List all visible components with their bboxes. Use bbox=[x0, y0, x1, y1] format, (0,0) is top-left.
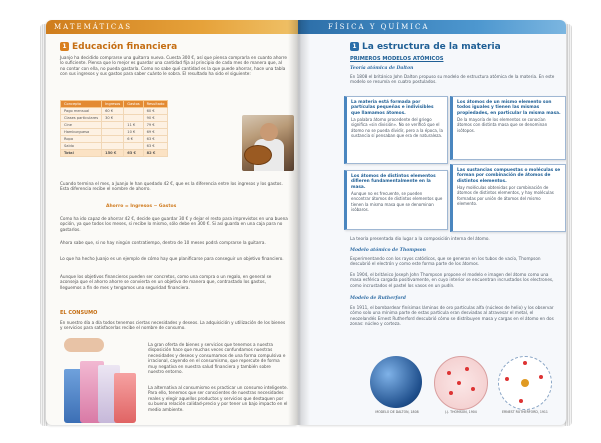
guitar-shape bbox=[244, 145, 272, 165]
budget-cell: Saldo bbox=[61, 143, 102, 150]
subheading-dalton: Teoría atómica de Dalton bbox=[350, 66, 414, 71]
budget-table bbox=[60, 100, 168, 157]
budget-table-row bbox=[61, 129, 168, 136]
caption-rutherford: ERNEST RUTHERFORD, 1911 bbox=[502, 410, 548, 414]
postulate-2-title: Los átomos de un mismo elemento son todos iguales y tienen las mismas propiedades, en particular la misma masa. bbox=[457, 100, 561, 116]
intro-paragraph: Juanjo ha decidido comprarse una guitarra nueva. Cuesta 300 €, así que piensa comprarla en cuanto ahorre lo suficiente. Piensa que lo mejor es guardar una cantidad fija al principio de cada mes de manera que, al no contar con ella, no pueda gastarla. Como no sabe qué cantidad es la que puede ahorrar, hace una tabla con sus ingresos y sus gastos para saber cuánto le sobra. El resultado ha sido el siguiente: bbox=[60, 55, 287, 77]
electron bbox=[519, 399, 523, 403]
title-text: La estructura de la materia bbox=[362, 42, 501, 52]
budget-cell bbox=[124, 143, 143, 150]
col-resultado: Resultado bbox=[143, 101, 168, 108]
electron bbox=[523, 361, 527, 365]
dalton-postulate-4 bbox=[450, 164, 566, 232]
budget-cell: Clases particulares bbox=[61, 115, 102, 122]
budget-table-row bbox=[61, 136, 168, 143]
budget-cell bbox=[124, 108, 143, 115]
dalton-postulate-1 bbox=[344, 96, 448, 164]
electron bbox=[447, 371, 451, 375]
guitar-player-photo bbox=[242, 115, 294, 171]
budget-table-row bbox=[61, 108, 168, 115]
budget-cell: 30 € bbox=[102, 115, 124, 122]
paragraph-2: Como ha ido capaz de ahorrar 42 €, decide que guardar 30 € y dejar el resto para imprevistos en una buena opción, ya que todos los meses, si recibe lo mismo, sólo debe en 300 €. Si así guarda en una caja para no gastarlos. bbox=[60, 216, 288, 232]
electron bbox=[539, 375, 543, 379]
section-number-badge: 1 bbox=[350, 42, 359, 51]
electron bbox=[465, 367, 469, 371]
paragraph-4: Lo que ha hecho Juanjo es un ejemplo de cómo hay que planificarse para conseguir un objetivo financiero. bbox=[60, 256, 284, 261]
budget-cell: 79 € bbox=[143, 122, 168, 129]
budget-cell: 11 € bbox=[124, 122, 143, 129]
budget-cell: 63 € bbox=[143, 136, 168, 143]
postulate-4-title: Las sustancias compuestas o moléculas se forman por combinación de átomos de distintos elementos. bbox=[457, 168, 561, 184]
budget-cell bbox=[102, 122, 124, 129]
title-text: Educación financiera bbox=[72, 42, 178, 52]
postulate-2-body: De la mayoría de los elementos se conocían átomos con distinta masa que se denominan isótopos. bbox=[457, 117, 548, 133]
shopping-bags-photo bbox=[64, 338, 142, 423]
dalton-sphere-model bbox=[370, 356, 422, 408]
section-number-badge: 1 bbox=[60, 42, 69, 51]
budget-cell: 60 € bbox=[102, 108, 124, 115]
budget-cell: Hamburguesa bbox=[61, 129, 102, 136]
electron bbox=[505, 377, 509, 381]
rutherford-paragraph: En 1911, el bombardear finísimas láminas de oro partículas alfa (núcleos de helio) y los observar cómo solo una mínima parte de estas partícula eran desviadas al atravesar el metal, el neozelandés Ernest Rutherford descubrió cómo se distribuyen masa y cargas en el átomo en dos zonas: núcleo y corteza. bbox=[350, 305, 554, 327]
section-heading-atomic-models: PRIMEROS MODELOS ATÓMICOS bbox=[350, 56, 444, 62]
page-title-financial-education bbox=[60, 42, 177, 52]
budget-cell: 60 € bbox=[143, 108, 168, 115]
electron bbox=[449, 391, 453, 395]
electron bbox=[471, 387, 475, 391]
math-subject-band: MATEMÁTICAS bbox=[46, 20, 298, 34]
budget-total-cell: 150 € bbox=[102, 150, 124, 157]
transition-paragraph: La teoría presentada dio lugar a la composición interna del átomo. bbox=[350, 236, 490, 241]
subheading-thompson: Modelo atómico de Thompson bbox=[350, 248, 426, 253]
budget-total-cell: Total bbox=[61, 150, 102, 157]
budget-cell: Ropa bbox=[61, 136, 102, 143]
col-concepto: Concepto bbox=[61, 101, 102, 108]
budget-table-row bbox=[61, 143, 168, 150]
photo-head bbox=[260, 123, 278, 141]
postulate-3-body: Aunque no es frecuente, se pueden encontrar átomos de distintos elementos que tienen la misma masa que se denominan isóbaros. bbox=[351, 191, 443, 212]
bag-red bbox=[114, 373, 136, 423]
paragraph-6: En nuestro día a día todos tenemos ciertas necesidades y deseos. La adquisición y utilización de los bienes y servicios para satisfacerlas recibe el nombre de consumo. bbox=[60, 320, 286, 331]
budget-total-row bbox=[61, 150, 168, 157]
col-gastos: Gastos bbox=[124, 101, 143, 108]
budget-total-cell: 63 € bbox=[124, 150, 143, 157]
paragraph-3: Ahora sabe que, si no hay ningún contratiempo, dentro de 10 meses podrá comprarse la guitarra. bbox=[60, 240, 266, 245]
paragraph-5: Aunque los objetivos financieros pueden ser concretos, como una compra o un regalo, en general se aconseja que el ahorro ahorre se convierta en un objetivo de manera que, contrastado los gastos, lleguemos a fin de mes y tengamos una seguridad financiera. bbox=[60, 274, 272, 290]
budget-cell: 63 € bbox=[143, 143, 168, 150]
thomson-pudding-model bbox=[434, 356, 488, 410]
nucleus bbox=[521, 379, 529, 387]
savings-formula: Ahorro = Ingresos − Gastos bbox=[106, 204, 177, 209]
caption-thomson: J.J. THOMSON, 1904 bbox=[445, 410, 477, 414]
paragraph-8: La alternativa al consumismo es practicar un consumo inteligente. Para ello, tenemos que ser conscientes de nuestras necesidades reales y elegir aquellos productos y servicios que destaquen por su buena relación calidad-precio y por tener un bajo impacto en el medio ambiente. bbox=[148, 385, 288, 412]
budget-cell bbox=[102, 129, 124, 136]
subheading-rutherford: Modelo de Rutherford bbox=[350, 296, 406, 301]
left-page bbox=[46, 20, 298, 425]
after-table-paragraph: Cuando termina el mes, a Juanjo le han quedado 42 €, que es la diferencia entre los ingresos y los gastos. Esta diferencia recibe el nombre de ahorro. bbox=[60, 181, 283, 192]
electron bbox=[457, 381, 461, 385]
budget-cell: Cine bbox=[61, 122, 102, 129]
budget-cell: 90 € bbox=[143, 115, 168, 122]
dalton-paragraph: En 1808 el británico John Dalton propuso su modelo de estructura atómica de la materia. En este modelo se resumía en cuatro postulados. bbox=[350, 74, 555, 85]
right-page bbox=[298, 20, 566, 425]
page-title-matter-structure bbox=[350, 42, 501, 52]
budget-total-cell: 82 € bbox=[143, 150, 168, 157]
thompson-paragraph-1: Experimentando con los rayos catódicos, que se generan en los tubos de vacío, Thompson descubrió el electrón y como este forma parte de los átomos. bbox=[350, 256, 541, 267]
dalton-postulate-3 bbox=[344, 170, 448, 230]
paragraph-7: La gran oferta de bienes y servicios que tenemos a nuestra disposición hace que muchas veces confundamos nuestras necesidades y deseos y consumamos de una forma compulsiva e irracional, cayendo en el consumismo, que repercute de forma muy negativa en nuestra salud financiera y también sobre nuestro entorno. bbox=[148, 342, 286, 375]
col-ingresos: Ingresos bbox=[102, 101, 124, 108]
dalton-postulate-2 bbox=[450, 96, 566, 160]
budget-cell: 69 € bbox=[143, 129, 168, 136]
postulate-1-title: La materia está formada por partículas pequeñas e indivisibles que llamamos átomos. bbox=[351, 100, 434, 116]
budget-cell: 6 € bbox=[124, 136, 143, 143]
subheading-consumo: EL CONSUMO bbox=[60, 310, 98, 316]
postulate-3-title: Los átomos de distintos elementos difieren fundamentalmente en la masa. bbox=[351, 174, 436, 190]
thompson-paragraph-2: En 1904, el británico Joseph John Thompson propone el modelo e imagen del átomo como una masa esférica cargada positivamente, en cuyo interior se encuentran incrustados los electrones, como incrustados el pastel los vasos en un pudín. bbox=[350, 272, 554, 288]
budget-table-row bbox=[61, 122, 168, 129]
atomic-models-illustration bbox=[358, 356, 558, 418]
budget-cell bbox=[124, 115, 143, 122]
budget-cell bbox=[102, 143, 124, 150]
budget-table-header bbox=[61, 101, 168, 108]
postulate-4-body: Hay moléculas obtenidas por combinación de átomos de distintos elementos, y hay moléculas formadas por unión de átomos del mismo elemento. bbox=[457, 185, 554, 206]
caption-dalton: MODELO DE DALTON, 1808 bbox=[375, 410, 419, 414]
hand-arm bbox=[64, 338, 104, 352]
rutherford-nuclear-model bbox=[498, 356, 552, 410]
budget-table-row bbox=[61, 115, 168, 122]
physics-subject-band: FÍSICA Y QUÍMICA bbox=[298, 20, 566, 34]
budget-cell bbox=[102, 136, 124, 143]
postulate-1-body: La palabra átomo procedente del griego significa «sin división». No se verificó que el átomo no se pueda dividir, pero a la época, la sustancia sí pensaban que era de naturaleza. bbox=[351, 117, 443, 138]
budget-cell: Pago mensual bbox=[61, 108, 102, 115]
budget-cell: 10 € bbox=[124, 129, 143, 136]
